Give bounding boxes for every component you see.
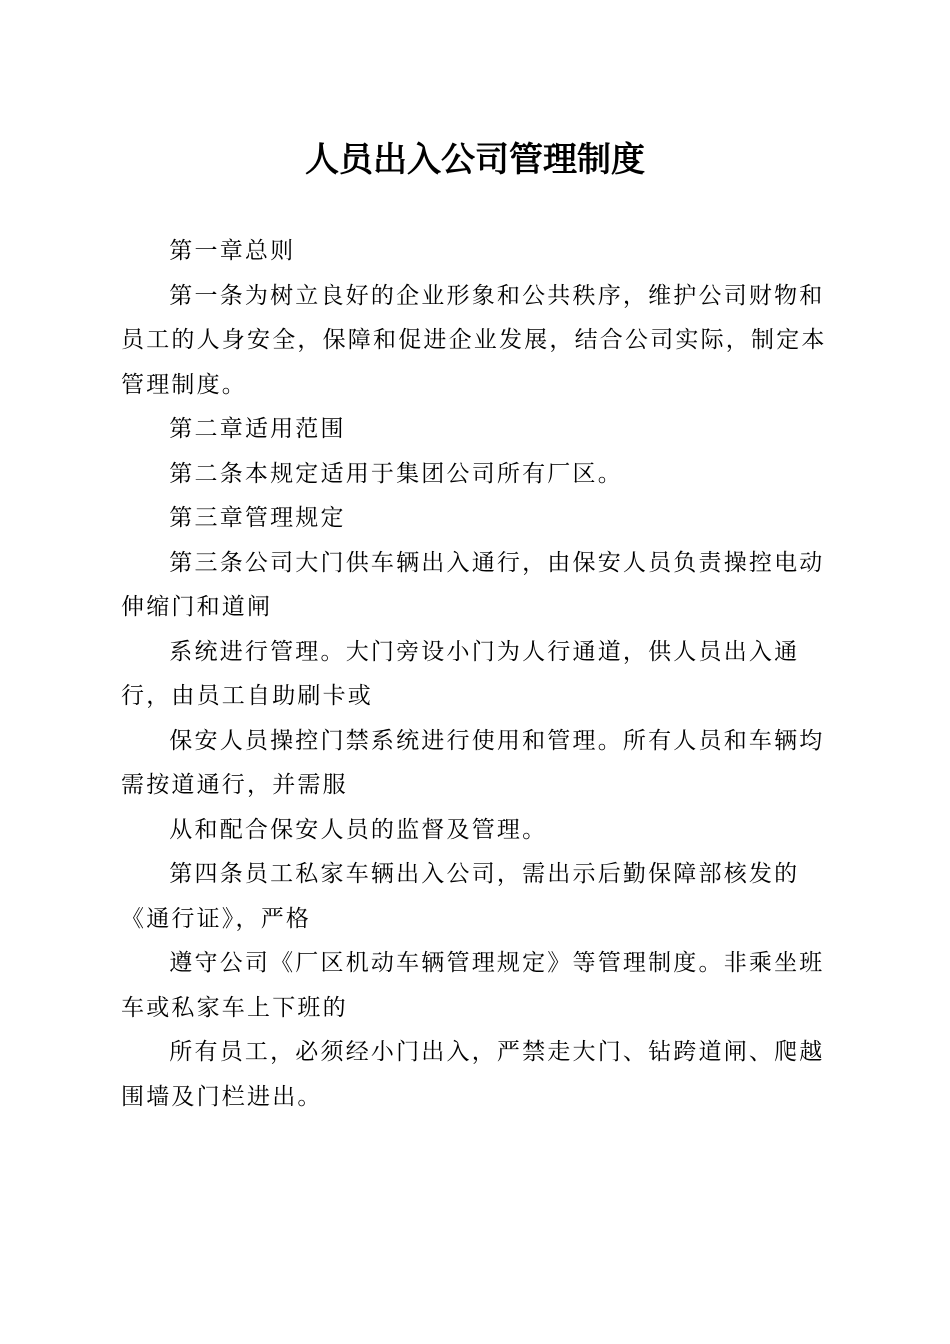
- document-body: [121, 229, 833, 1119]
- chapter-heading-3: 第三章管理规定: [169, 505, 346, 531]
- article-1: 第一条为树立良好的企业形象和公共秩序，维护公司财物和员工的人身安全，保障和促进企业发展，结合公司实际，制定本管理制度。: [121, 282, 827, 398]
- chapter-heading-2: 第二章适用范围: [169, 416, 346, 442]
- article-4-part-2: 遵守公司《厂区机动车辆管理规定》等管理制度。非乘坐班车或私家车上下班的: [121, 950, 825, 1021]
- article-3-part-1: 第三条公司大门供车辆出入通行，由保安人员负责操控电动伸缩门和道闸: [121, 549, 825, 620]
- chapter-heading-1: 第一章总则: [169, 238, 296, 264]
- article-4-part-3: 所有员工，必须经小门出入，严禁走大门、钻跨道闸、爬越围墙及门栏进出。: [121, 1039, 825, 1110]
- article-3-part-2: 系统进行管理。大门旁设小门为人行通道，供人员出入通行，由员工自助刷卡或: [121, 638, 800, 709]
- article-2: 第二条本规定适用于集团公司所有厂区。: [169, 460, 623, 487]
- document-title: 人员出入公司管理制度: [305, 140, 645, 180]
- article-3-part-3: 保安人员操控门禁系统进行使用和管理。所有人员和车辆均需按道通行，并需服: [121, 727, 825, 798]
- article-3-part-4: 从和配合保安人员的监督及管理。: [169, 816, 548, 843]
- article-4-part-1: 第四条员工私家车辆出入公司，需出示后勤保障部核发的《通行证》，严格: [121, 861, 800, 932]
